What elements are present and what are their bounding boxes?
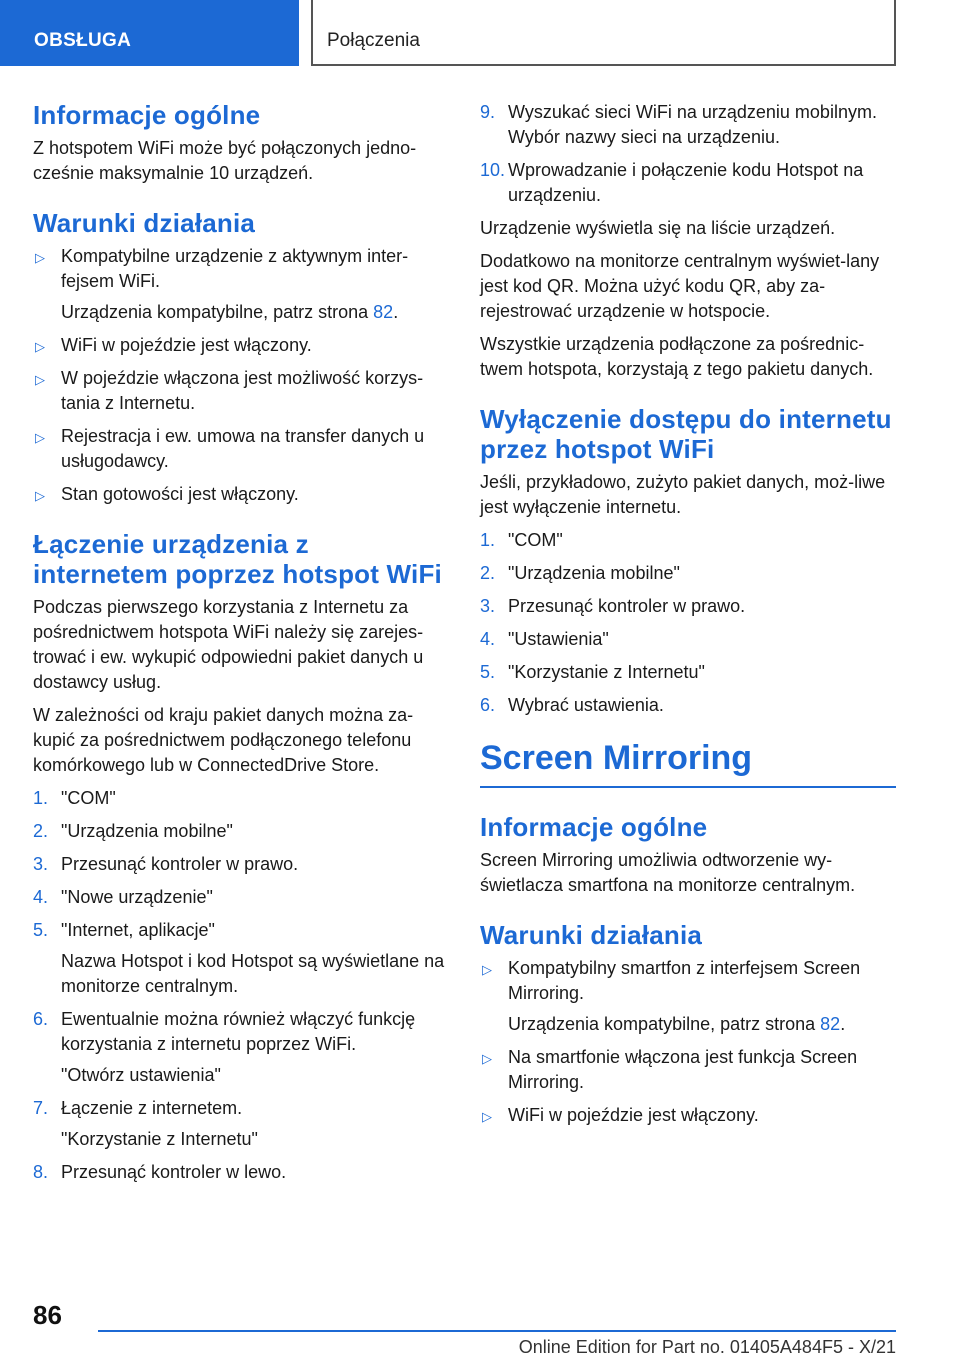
note-suffix: . bbox=[393, 302, 399, 322]
step-item bbox=[480, 660, 896, 685]
step-text: Przesunąć kontroler w prawo. bbox=[61, 854, 299, 874]
section-disable-internet bbox=[480, 404, 896, 718]
step-number: 2. bbox=[480, 563, 496, 583]
step-text: Przesunąć kontroler w lewo. bbox=[61, 1162, 287, 1182]
step-text: "COM" bbox=[61, 788, 116, 808]
step-number: 4. bbox=[33, 887, 49, 907]
step-number: 3. bbox=[33, 854, 49, 874]
triangle-bullet-icon: ▷ bbox=[35, 339, 45, 354]
page-number: 86 bbox=[33, 1300, 62, 1330]
list-item-text: WiFi w pojeździe jest włączony. bbox=[508, 1105, 759, 1125]
step-number: 8. bbox=[33, 1162, 49, 1182]
triangle-bullet-icon: ▷ bbox=[35, 250, 45, 265]
step-item bbox=[33, 852, 449, 877]
page-link[interactable]: 82 bbox=[373, 302, 394, 322]
step-text: Wyszukać sieci WiFi na urządzeniu mobilnym. Wybór nazwy sieci na urządzeniu. bbox=[508, 102, 877, 147]
step-number: 3. bbox=[480, 596, 496, 616]
step-number: 6. bbox=[33, 1009, 49, 1029]
section-title: Łączenie urządzenia z internetem poprzez hotspot WiFi bbox=[33, 529, 442, 589]
right-column bbox=[480, 100, 896, 1136]
list-item-note bbox=[61, 300, 449, 325]
list-item-text: Kompatybilny smartfon z interfejsem Screen Mirroring. bbox=[508, 958, 861, 1003]
step-text: "Nowe urządzenie" bbox=[61, 887, 213, 907]
step-number: 2. bbox=[33, 821, 49, 841]
list-item bbox=[33, 482, 449, 507]
section-title: Warunki działania bbox=[33, 208, 256, 238]
step-item bbox=[480, 528, 896, 553]
bullet-list bbox=[33, 244, 449, 507]
step-note: Nazwa Hotspot i kod Hotspot są wyświetlane na monitorze centralnym. bbox=[61, 951, 445, 996]
section-mirroring-conditions bbox=[480, 920, 896, 1128]
section-title: Warunki działania bbox=[480, 920, 703, 950]
list-item-text: Kompatybilne urządzenie z aktywnym inter-fejsem WiFi. bbox=[61, 246, 409, 291]
numbered-steps bbox=[480, 528, 896, 718]
step-text: "Urządzenia mobilne" bbox=[508, 563, 680, 583]
triangle-bullet-icon: ▷ bbox=[35, 372, 45, 387]
paragraph: Z hotspotem WiFi może być połączonych jedno-cześnie maksymalnie 10 urządzeń. bbox=[33, 138, 417, 183]
step-note: "Korzystanie z Internetu" bbox=[61, 1129, 258, 1149]
step-note: "Otwórz ustawienia" bbox=[61, 1065, 221, 1085]
triangle-bullet-icon: ▷ bbox=[482, 1051, 492, 1066]
step-text: "COM" bbox=[508, 530, 563, 550]
step-item bbox=[33, 885, 449, 910]
paragraph: Dodatkowo na monitorze centralnym wyświet-lany jest kod QR. Można użyć kodu QR, aby za-rejestrować urządzenie w hotspocie. bbox=[480, 251, 880, 321]
footer-divider bbox=[98, 1330, 896, 1332]
triangle-bullet-icon: ▷ bbox=[35, 430, 45, 445]
paragraph: Urządzenie wyświetla się na liście urządzeń. bbox=[480, 218, 836, 238]
list-item-text: WiFi w pojeździe jest włączony. bbox=[61, 335, 312, 355]
step-number: 1. bbox=[33, 788, 49, 808]
step-number: 7. bbox=[33, 1098, 49, 1118]
section-general-info bbox=[33, 100, 449, 186]
list-item bbox=[33, 333, 449, 358]
step-text: "Korzystanie z Internetu" bbox=[508, 662, 705, 682]
step-number: 9. bbox=[480, 102, 496, 122]
list-item bbox=[33, 244, 449, 325]
section-mirroring-info bbox=[480, 812, 896, 898]
triangle-bullet-icon: ▷ bbox=[482, 962, 492, 977]
step-item bbox=[33, 1007, 449, 1088]
step-text: Przesunąć kontroler w prawo. bbox=[508, 596, 746, 616]
step-number: 10. bbox=[480, 160, 506, 180]
step-item bbox=[480, 100, 896, 150]
step-item bbox=[480, 693, 896, 718]
list-item-note bbox=[508, 1012, 896, 1037]
step-text: "Internet, aplikacje" bbox=[61, 920, 215, 940]
paragraph: Podczas pierwszego korzystania z Internetu za pośrednictwem hotspota WiFi należy się zarejes-trować i ew. wykupić odpowiedni pakiet danych u dostawcy usług. bbox=[33, 597, 424, 692]
section-title: Informacje ogólne bbox=[33, 100, 261, 130]
step-item bbox=[480, 158, 896, 208]
triangle-bullet-icon: ▷ bbox=[482, 1109, 492, 1124]
step-text: "Urządzenia mobilne" bbox=[61, 821, 233, 841]
note-text: Urządzenia kompatybilne, patrz strona bbox=[61, 302, 369, 322]
paragraph: Wszystkie urządzenia podłączone za pośrednic-twem hotspota, korzystają z tego pakietu danych. bbox=[480, 334, 874, 379]
section-conditions bbox=[33, 208, 449, 507]
list-item-text: Na smartfonie włączona jest funkcja Screen Mirroring. bbox=[508, 1047, 858, 1092]
step-text: "Ustawienia" bbox=[508, 629, 609, 649]
step-number: 5. bbox=[480, 662, 496, 682]
step-item bbox=[480, 594, 896, 619]
step-number: 4. bbox=[480, 629, 496, 649]
list-item bbox=[480, 1103, 896, 1128]
list-item bbox=[33, 424, 449, 474]
step-text: Ewentualnie można również włączyć funkcję korzystania z internetu poprzez WiFi. bbox=[61, 1009, 416, 1054]
step-item bbox=[33, 786, 449, 811]
step-text: Wprowadzanie i połączenie kodu Hotspot na urządzeniu. bbox=[508, 160, 864, 205]
step-item bbox=[33, 1160, 449, 1185]
step-item bbox=[480, 627, 896, 652]
paragraph: Screen Mirroring umożliwia odtworzenie wy-świetlacza smartfona na monitorze centralnym. bbox=[480, 850, 856, 895]
left-column bbox=[33, 100, 449, 1193]
step-item bbox=[33, 918, 449, 999]
list-item-text: Stan gotowości jest włączony. bbox=[61, 484, 299, 504]
chapter-title: Screen Mirroring bbox=[480, 738, 896, 788]
step-item bbox=[480, 561, 896, 586]
step-item bbox=[33, 1096, 449, 1152]
bullet-list bbox=[480, 956, 896, 1128]
step-number: 5. bbox=[33, 920, 49, 940]
section-title: Wyłączenie dostępu do internetu przez hotspot WiFi bbox=[480, 404, 892, 464]
numbered-steps bbox=[480, 100, 896, 208]
chapter-tab: Połączenia bbox=[311, 0, 896, 66]
numbered-steps bbox=[33, 786, 449, 1185]
step-item bbox=[33, 819, 449, 844]
step-text: Wybrać ustawienia. bbox=[508, 695, 664, 715]
footer-edition: Online Edition for Part no. 01405A484F5 - X/21 bbox=[518, 1337, 896, 1357]
paragraph: Jeśli, przykładowo, zużyto pakiet danych, moż-liwe jest wyłączenie internetu. bbox=[480, 472, 886, 517]
note-text: Urządzenia kompatybilne, patrz strona bbox=[508, 1014, 816, 1034]
step-number: 1. bbox=[480, 530, 496, 550]
triangle-bullet-icon: ▷ bbox=[35, 488, 45, 503]
list-item-text: W pojeździe włączona jest możliwość korzys-tania z Internetu. bbox=[61, 368, 424, 413]
section-title: Informacje ogólne bbox=[480, 812, 708, 842]
page-link[interactable]: 82 bbox=[820, 1014, 841, 1034]
section-hotspot-connect bbox=[33, 529, 449, 1185]
list-item bbox=[480, 956, 896, 1037]
paragraph: W zależności od kraju pakiet danych można za-kupić za pośrednictwem podłączonego telefonu komórkowego lub w ConnectedDrive Store. bbox=[33, 705, 414, 775]
section-tab: OBSŁUGA bbox=[0, 0, 299, 66]
step-text: Łączenie z internetem. bbox=[61, 1098, 243, 1118]
list-item-text: Rejestracja i ew. umowa na transfer danych u usługodawcy. bbox=[61, 426, 425, 471]
note-suffix: . bbox=[840, 1014, 846, 1034]
list-item bbox=[33, 366, 449, 416]
list-item bbox=[480, 1045, 896, 1095]
step-number: 6. bbox=[480, 695, 496, 715]
